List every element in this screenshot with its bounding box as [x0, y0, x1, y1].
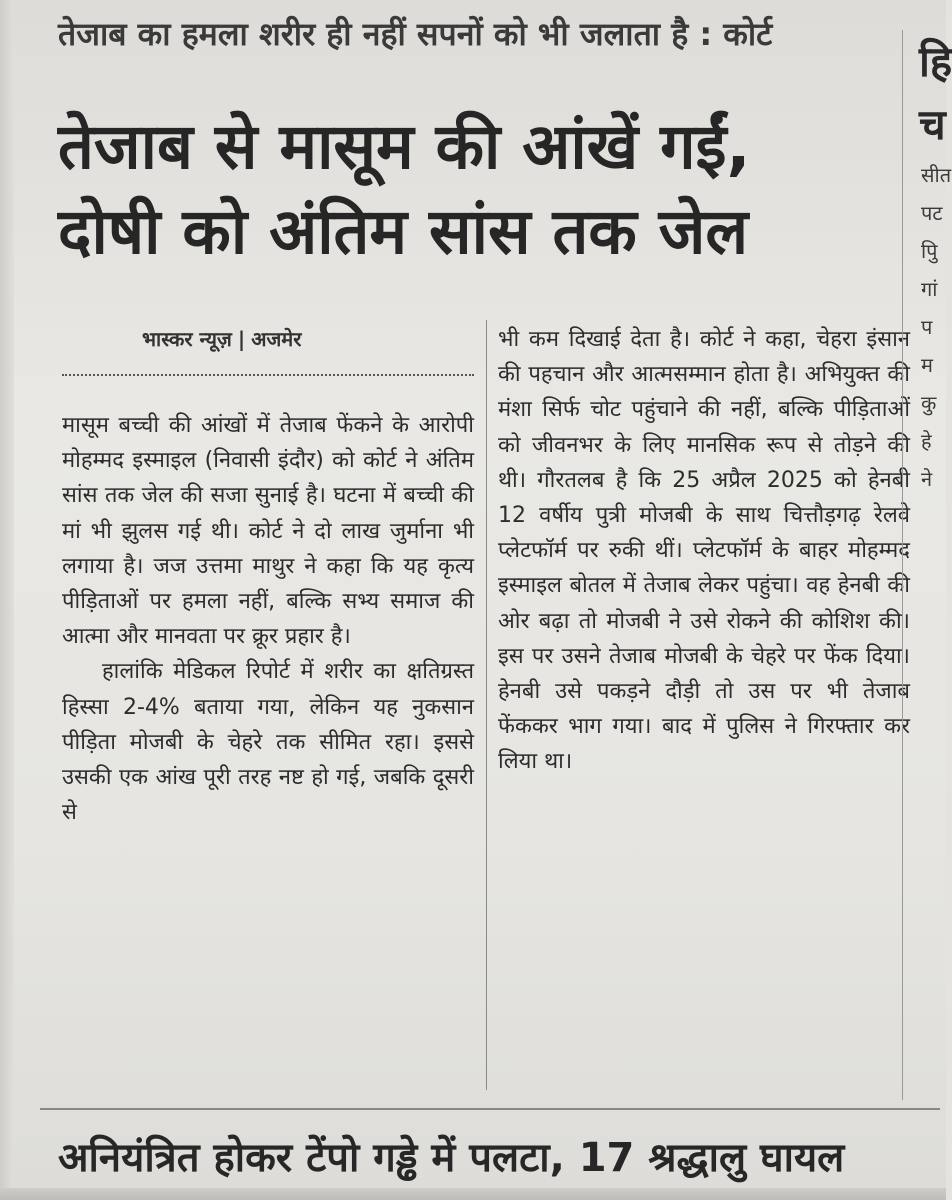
adjacent-text-fragment: पुि [921, 239, 938, 263]
article-column-2 [498, 322, 910, 780]
headline-line-1: तेजाब से मासूम की आंखें गईं, [58, 110, 751, 183]
column-divider [486, 320, 487, 1090]
adjacent-article-column [902, 30, 952, 1100]
adjacent-text-fragment: प [921, 315, 933, 339]
adjacent-text-fragment: हे [921, 429, 932, 453]
adjacent-headline-fragment-2: च [919, 100, 946, 149]
byline-dotted-rule [62, 374, 474, 376]
article-column-1 [62, 408, 474, 830]
byline-separator: | [237, 327, 246, 351]
adjacent-text-fragment: कु [921, 391, 937, 415]
next-article-headline: अनियंत्रित होकर टेंपो गड्ढे में पलटा, 17 श्रद्धालु घायल [58, 1135, 845, 1181]
cut-off-text-strip [0, 1188, 946, 1200]
adjacent-text-fragment: गां [921, 277, 938, 301]
adjacent-text-fragment: ने [921, 467, 933, 491]
headline-line-2: दोषी को अंतिम सांस तक जेल [58, 195, 749, 269]
byline-place: अजमेर [251, 327, 302, 351]
byline-source: भास्कर न्यूज़ [142, 327, 232, 351]
column-2-paragraph: भी कम दिखाई देता है। कोर्ट ने कहा, चेहरा इंसान की पहचान और आत्मसम्मान होता है। अभियुक्त की मंशा सिर्फ चोट पहुंचाने की नहीं, बल्कि पीड़िताओं को जीवनभर के लिए मानसिक रूप से तोड़ने की थी। गौरतलब है कि 25 अप्रैल 2025 को हेनबी 12 वर्षीय पुत्री मोजबी के साथ चित्तौड़गढ़ रेलवे प्लेटफॉर्म पर रुकी थीं। प्लेटफॉर्म के बाहर मोहम्मद इस्माइल बोतल में तेजाब लेकर पहुंचा। वह हेनबी की ओर बढ़ा तो मोजबी ने उसे रोकने की कोशिश की। इस पर उसने तेजाब मोजबी के चेहरे पर फेंक दिया। हेनबी उसे पकड़ने दौड़ी तो उस पर भी तेजाब फेंककर भाग गया। बाद में पुलिस ने गिरफ्तार कर लिया था। [498, 327, 910, 775]
column-1-paragraph-2: हालांकि मेडिकल रिपोर्ट में शरीर का क्षतिग्रस्त हिस्सा 2-4% बताया गया, लेकिन यह नुकसान पीड़िता मोजबी के चेहरे तक सीमित रहा। इससे उसकी एक आंख पूरी तरह नष्ट हो गई, जबकि दूसरी से [62, 659, 474, 826]
adjacent-text-fragment: म [921, 353, 933, 377]
byline [142, 325, 301, 352]
adjacent-text-fragment: पट [921, 201, 943, 225]
adjacent-headline-fragment-1: हि [919, 37, 952, 86]
article-divider [40, 1108, 940, 1110]
article-headline [58, 104, 888, 274]
article-kicker: तेजाब का हमला शरीर ही नहीं सपनों को भी जलाता है : कोर्ट [58, 15, 773, 53]
page-edge-shadow [0, 0, 14, 1200]
column-1-paragraph-1: मासूम बच्ची की आंखों में तेजाब फेंकने के आरोपी मोहम्मद इस्माइल (निवासी इंदौर) को कोर्ट ने अंतिम सांस तक जेल की सजा सुनाई है। घटना में बच्ची की मां भी झुलस गई थी। कोर्ट ने दो लाख जुर्माना भी लगाया है। जज उत्तमा माथुर ने कहा कि यह कृत्य पीड़िताओं पर हमला नहीं, बल्कि सभ्य समाज की आत्मा और मानवता पर क्रूर प्रहार है। [62, 413, 474, 650]
adjacent-text-fragment: सीत [921, 163, 952, 187]
